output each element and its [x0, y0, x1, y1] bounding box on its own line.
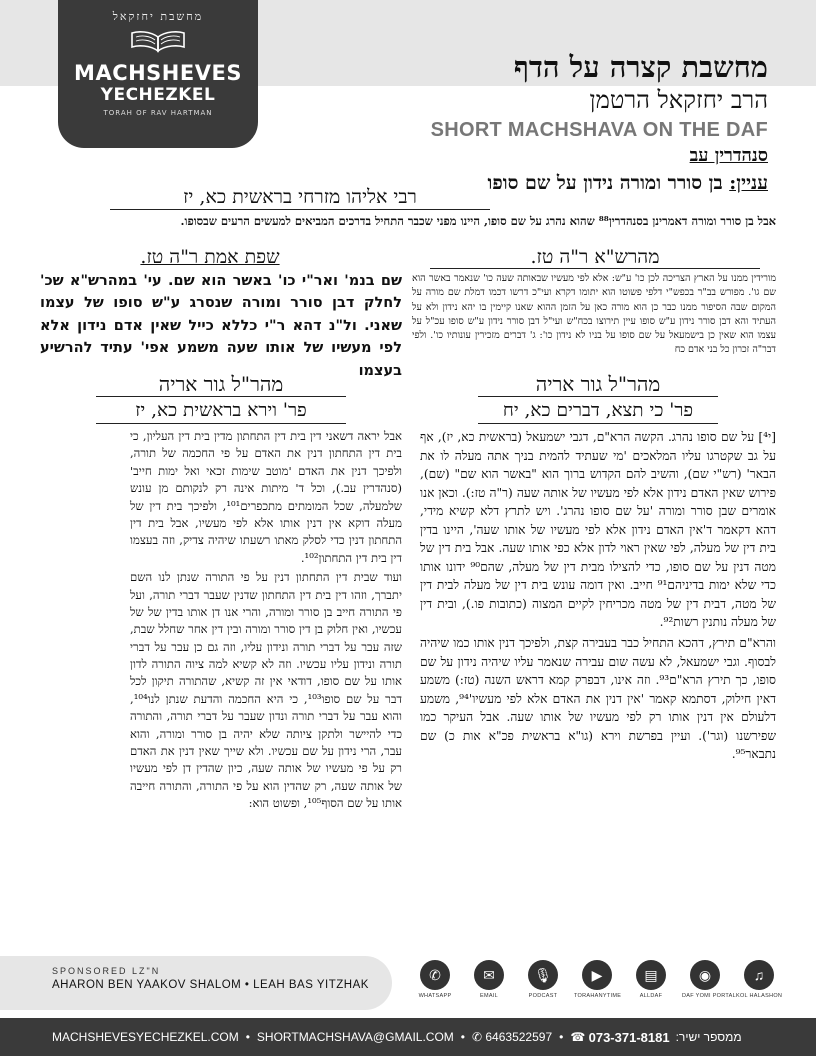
email-icon: ✉ — [474, 960, 504, 990]
platform-label: PODCAST — [528, 993, 558, 999]
author-name: הרב יחזקאל הרטמן — [589, 86, 768, 114]
topic-text: בן סורר ומורה נידון על שם סופו — [487, 172, 730, 194]
website-link[interactable]: MACHSHEVESYECHEZKEL.COM — [52, 1030, 239, 1044]
logo-line2: YECHEZKEL — [100, 85, 216, 105]
email-link[interactable]: SHORTMACHSHAVA@GMAIL.COM — [256, 1030, 454, 1044]
mizrachi-heading: רבי אליהו מזרחי בראשית כא, יז — [183, 186, 417, 208]
platform-link[interactable] — [466, 960, 512, 1010]
platform-link[interactable] — [412, 960, 458, 1010]
platform-link[interactable] — [574, 960, 620, 1010]
right-col-heading2: פר' כי תצא, דברים כא, יח — [502, 400, 694, 421]
whatsapp-icon: ✆ — [471, 1030, 486, 1044]
platform-label: KOL HALASHON — [736, 993, 783, 999]
english-title: SHORT MACHSHAVA ON THE DAF — [430, 119, 768, 141]
left-col-p2: ועוד שבית דין התחתון דנין על פי התורה שנתן לנו השם יתברך, וזהו דין בית דין התחתון שדנין שעבר דברי תורה, ועל פי התורה חייב בן סורר ומורה, והרי אנו דן אותו בדין של של עכשיו, ואין חלוק בן דין סורר ומורה ובין דין אחר שחלל שבת, שזה עבר על דברי תורה ונידון עליו, וזה גם כן עבר על דברי תורה ונידון עליו עכשיו. וזה לא קשיא למה ציוה התורה לדון אותו על שם סופו, דודאי אין זה קשיא, שהתורה תיקון לכל דבר על שם סופו¹⁰³, כי היא החכמה והדעת שנתן לנו¹⁰⁴, והוא עבר על דברי תורה ונדון שעבר על דברי תורה, והתורה כדי להיישר ולתקן ציותה שלא יהיה בן סורר ומורה, והוא עבר, הרי נידון על שם עכשיו. ולא שייך שאין דנין את האדם רק על פי מעשיו של אותה שעה, כיון שהדין דן לפי מעשיו של אותה שעה, רק שהדין הוא על פי התורה, והתורה חייבה אותו על שם הסוף¹⁰⁵, ופשוט הוא: — [130, 570, 402, 811]
left-col-heading1: מהר"ל גור אריה — [158, 372, 284, 396]
right-col-heading1: מהר"ל גור אריה — [535, 372, 661, 396]
left-col-body — [130, 428, 402, 813]
platform-label: EMAIL — [479, 993, 498, 999]
topic-label: עניין: — [729, 172, 768, 194]
footer: MACHSHEVESYECHEZKEL.COM • SHORTMACHSHAVA@GMAIL.COM • ✆ 6463522597 • ☎ 073-371-8181 :ממספר ישיר — [0, 1018, 816, 1056]
platform-label: DAF YOMI PORTAL — [682, 993, 737, 999]
left-col-heading2: פר' וירא בראשית כא, יז — [135, 400, 307, 421]
kol-halashon-icon: ♫ — [744, 960, 774, 990]
platform-links — [412, 960, 782, 1010]
platform-label: ALLDAF — [639, 993, 663, 999]
sfas-emes-heading: שפת אמת ר"ה טז. — [140, 246, 280, 268]
alldaf-icon: ▤ — [636, 960, 666, 990]
daf-yomi-portal-icon: ◉ — [690, 960, 720, 990]
platform-link[interactable] — [520, 960, 566, 1010]
maharsha-text: מורידין ממנו על הארץ הצריכה לכן כו' ע"ש: אלא לפי מעשיו שבאותה שעה כו' שנאמר באשר הוא שם גו'. מפורש בב"ר בכפש"י דלפי פשוטו הוא יתומו דקרא ועי"כ דרשו דכמו דמלת שם מורה על המקום שבה הסיפור ממנו כבר כן הוא מורה כאן על הזמן ההוא שאנו קיימין בו יהא נידון ולא על העתיד והא דבן סורר נידון ע"ש סופו עיין תירוצו בכח"ש ועי"ל דבן סורר נידון ע"ש סופו עכ"ל על עצמו הוא שאין כן בישמעאל על שם סופו על בניו לא נידון כו': ג' דברים מזכירין עונותיו כו'. ולפי דבר"ה זכרון כל בני אדם כח — [412, 273, 776, 356]
divider — [96, 396, 346, 397]
topic — [488, 172, 768, 195]
torahanytime-icon: ▶ — [582, 960, 612, 990]
open-book-icon — [128, 27, 188, 55]
platform-link[interactable] — [736, 960, 782, 1010]
phone-icon: ☎ — [570, 1030, 589, 1044]
mizrachi-text: אבל בן סורר ומורה דאמרינן בסנהדרין⁸⁸ שהוא נהרג על שם סופו, היינו מפני שכבר התחיל בדרכים המביאים למעשים הרעים שבסופו. — [180, 214, 776, 228]
platform-label: WHATSAPP — [418, 993, 452, 999]
sponsor-box — [0, 956, 392, 1010]
right-col-p2: והרא"ם תירץ, דהכא התחיל כבר בעבירה קצת, ולפיכך דנין אותו כמו שיהיה לבסוף. וגבי ישמעאל, לא עשה שום עבירה שנאמר עליו שיהיה נידון על שם סופו, כך תירץ הרא"ם⁹³. וזה אינו, דבפרק קמא דראש השנה (טז:) משמע דאין חילוק, דסתמא קאמר 'אין דנין את האדם אלא לפי מעשיו'⁹⁴, משמע דלעולם אין דנין אותו רק לפי מעשיו של אותו שעה. אבל העיקר כמו שפירשנו (וגר'). ועיין בפרשת וירא (גו"א בראשית פכ"א אות כ) שם נתבאר⁹⁵. — [420, 636, 776, 762]
right-col-body — [420, 428, 776, 764]
phone-label: :ממספר ישיר — [675, 1030, 742, 1044]
whatsapp-icon: ✆ — [420, 960, 450, 990]
right-col-p1: [י⁴] על שם סופו נהרג. הקשה הרא"ם, דגבי ישמעאל (בראשית כא, יז), אף על גב שקטרגו עליו המלאכים 'מי שעתיד להמית בניך אתה מעלה לו את הבאר' (רש"י שם), והשיב להם הקדוש ברוך הוא "באשר הוא שם" (שם), פירוש שאין האדם נידון אלא לפי מעשיו של אותה שעה (ר"ה טז:). וכאן אנו אומרים שבן סורר ומורה 'על שם סופו נהרג'. ויש לתרץ דלא קשיא מידי, דהא דקאמר ד'אין האדם נידון אלא לפי מעשיו של אותו שעה', היינו בדין בית דין של מעלה, לפי שאין ראוי לדון אלא כפי אותו שעה. אבל בית דין של מטה דנין על שם סופו, כדי להצילו מבית דין של מעלה, שהם⁹⁰ ידונו אותו כדי שלא ימות בדיניהם⁹¹ חייב. ואין דומה עונש בית דין של מעלה לבית דין של מטה, דבית דין של מטה מכריחין לקיים המצוה (כתובות פו.), ובית דין של מעלה נותנין רשות⁹². — [420, 430, 776, 630]
divider — [478, 423, 718, 424]
divider — [96, 423, 346, 424]
sponsor-names: AHARON BEN YAAKOV SHALOM • LEAH BAS YITZHAK — [52, 979, 369, 991]
divider — [430, 268, 760, 269]
platform-label: TORAHANYTIME — [574, 993, 622, 999]
divider — [110, 209, 490, 210]
phone-number[interactable]: 073-371-8181 — [588, 1029, 670, 1045]
logo-line1: MACHSHEVES — [74, 61, 242, 85]
logo-hebrew: מחשבת יחזקאל — [112, 10, 204, 23]
whatsapp-number[interactable]: 6463522597 — [485, 1030, 553, 1044]
logo[interactable] — [58, 0, 258, 148]
sfas-emes-text: שם בנמ' ואר"י כו' באשר הוא שם. עי' במהרש"א שכ' לחלק דבן סורר ומורה שנסרג ע"ש סופו של עצמו שאני. ול"נ דהא ר"י כללא כייל שאין אדם נידון אלא לפי מעשיו של אותו שעה משמע אפי' עתיד להרשיע בעצמו — [40, 273, 402, 379]
podcast-icon: 🎙 — [528, 960, 558, 990]
maharsha-heading: מהרש"א ר"ה טז. — [530, 246, 660, 268]
logo-tagline: TORAH OF RAV HARTMAN — [103, 109, 213, 117]
left-col-p1: אבל יראה דשאני דין בית דין התחתון מדין בית דין העליון, כי בית דין התחתון דנין את האדם על פי החכמה של תורה, ולפיכך דנין את האדם 'מוטב שימות זכאי ואל ימות חייב' (סנהדרין עב.), וכל ד' מיתות אינה רק לנקותם מן עונש שלמעלה, שכל המומתים מתכפרים¹⁰¹, ולפיכך בית דין של מעלה דוקא אין דנין אותו אלא לפי מעשיו, אבל בית דין התחתון דנין כדי לסלק מאתו רשעתו שיהיה צדיק, וזה בעצמו דין בית דין התחתון¹⁰². — [130, 429, 403, 565]
tractate-title: סנהדרין עב — [689, 145, 768, 166]
platform-link[interactable] — [682, 960, 737, 1010]
divider — [478, 396, 718, 397]
sponsor-label: SPONSORED LZ"N — [52, 966, 161, 976]
platform-link[interactable] — [628, 960, 674, 1010]
page-title: מחשבת קצרה על הדף — [513, 50, 768, 84]
